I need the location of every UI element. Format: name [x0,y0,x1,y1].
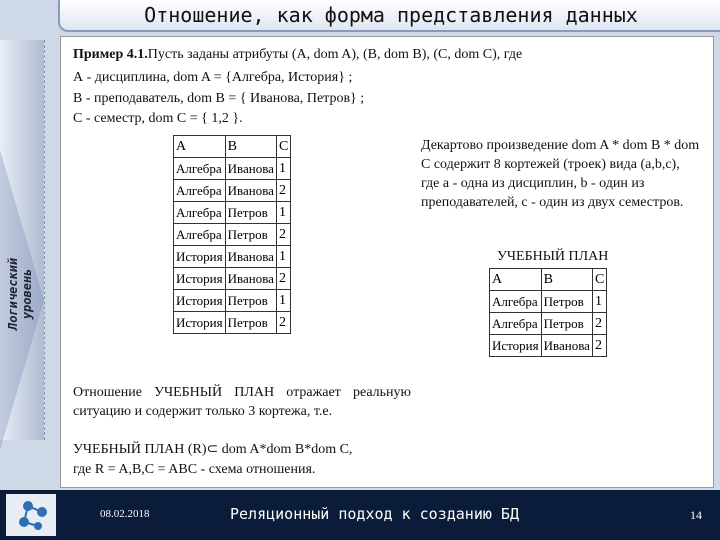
intro-line3: B - преподаватель, dom B = { Иванова, Петров} ; [73,91,365,106]
table-cell: Алгебра [174,224,226,246]
table-cell: Петров [225,202,276,224]
plan-table-title: УЧЕБНЫЙ ПЛАН [497,249,609,264]
formula-line2: где R = A,B,C = ABC - схема отношения. [73,462,316,477]
table-cell: Иванова [225,158,276,180]
table-cell: История [174,268,226,290]
table-cell: 1 [276,290,290,312]
intro-line1 [73,45,693,64]
table-header-cell: B [541,269,592,291]
table-cell: История [174,312,226,334]
table-cell: История [174,290,226,312]
table-cell: 1 [276,246,290,268]
table-cell: Иванова [541,335,592,357]
table-row [174,290,291,312]
table-cell: Петров [541,291,592,313]
table-cell: История [174,246,226,268]
table-cell: 2 [276,180,290,202]
table-cell: 2 [592,313,606,335]
side-panel [0,40,45,440]
slide-date: 08.02.2018 [100,508,150,520]
table-cell: 2 [276,224,290,246]
table-header-row [490,269,607,291]
table-cell: Алгебра [174,180,226,202]
table-row [174,268,291,290]
table-row [174,202,291,224]
intro-line1-text: Пусть заданы атрибуты (A, dom A), (B, dom B), (C, dom C), где [147,47,523,62]
table-cell: Алгебра [490,291,542,313]
table-cell: Петров [225,290,276,312]
side-label-line1: Логический [6,257,20,330]
table-header-cell: B [225,136,276,158]
page-number: 14 [690,508,702,522]
table-row [174,312,291,334]
table-cell: Иванова [225,180,276,202]
footer-title: Реляционный подход к созданию БД [230,505,519,523]
table-header-cell: C [592,269,606,291]
side-label-line2: уровень [20,268,34,320]
table-row [490,291,607,313]
table-header-cell: C [276,136,290,158]
table-cell: 1 [276,158,290,180]
table-cell: Алгебра [490,313,542,335]
table-row [490,313,607,335]
plan-table [489,268,607,357]
slide-content [60,36,714,488]
page-title: Отношение, как форма представления данных [144,3,638,27]
table-header-row [174,136,291,158]
table-row [174,224,291,246]
cartesian-text: Декартово произведение dom A * dom B * dom C содержит 8 кортежей (троек) вида (a,b,c), где а - одна из дисциплин, b - один из преподавателей, с - один из двух семестров. [421,138,700,210]
table-cell: Петров [225,312,276,334]
logo-icon [6,494,56,536]
table-cell: Петров [225,224,276,246]
table-cell: Иванова [225,246,276,268]
table-header-cell: A [490,269,542,291]
table-cell: 1 [276,202,290,224]
example-label: Пример 4.1. [73,47,148,62]
intro-line2: А - дисциплина, dom A = {Алгебра, История} ; [73,70,353,85]
intro-line4: C - семестр, dom C = { 1,2 }. [73,111,243,126]
table-cell: Алгебра [174,158,226,180]
table-cell: 2 [276,312,290,334]
table-row [174,180,291,202]
table-cell: Петров [541,313,592,335]
table-row [174,246,291,268]
side-label [6,258,34,330]
table-header-cell: A [174,136,226,158]
table-cell: 1 [592,291,606,313]
table-cell: Иванова [225,268,276,290]
relation-text: Отношение УЧЕБНЫЙ ПЛАН отражает реальную ситуацию и содержит только 3 кортежа, т.е. [73,385,411,419]
table-row [174,158,291,180]
table-cell: Алгебра [174,202,226,224]
title-bar [58,0,720,32]
table-cell: 2 [592,335,606,357]
formula-line1: УЧЕБНЫЙ ПЛАН (R)⊂ dom A*dom B*dom C, [73,442,353,457]
product-table [173,135,291,334]
table-cell: История [490,335,542,357]
table-cell: 2 [276,268,290,290]
table-row [490,335,607,357]
